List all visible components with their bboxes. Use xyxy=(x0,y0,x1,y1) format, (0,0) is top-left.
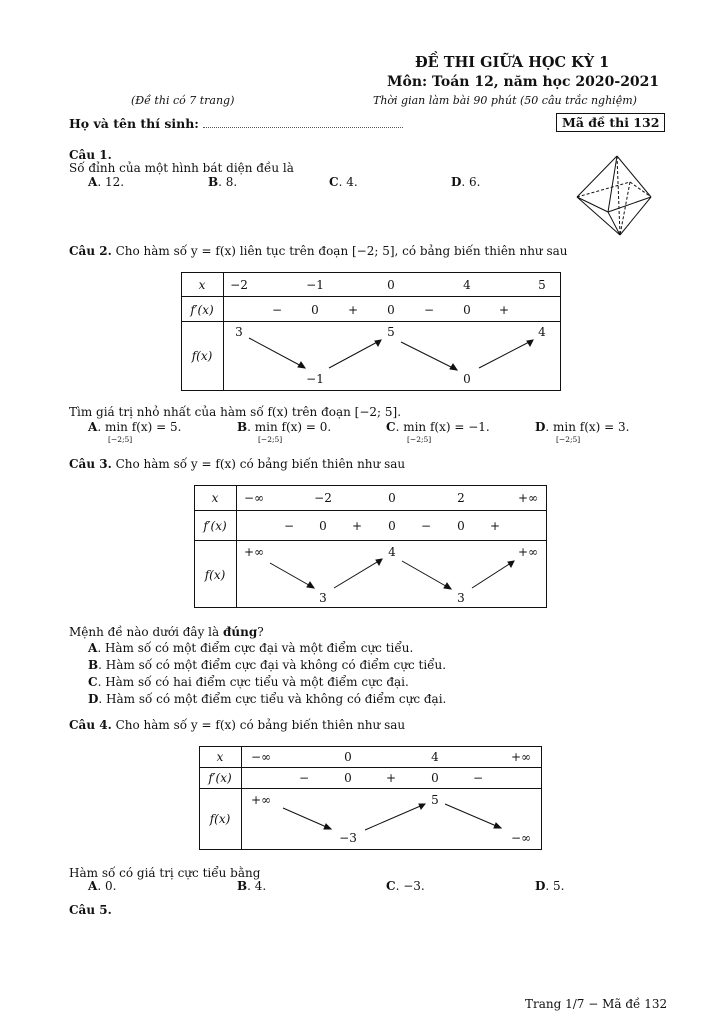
q3-option-b[interactable] xyxy=(88,658,446,672)
q3-arrow-down xyxy=(270,563,314,588)
q4-option-b-text: . 4. xyxy=(247,879,267,893)
q4-x-value: +∞ xyxy=(510,750,532,764)
q4-arrow-down xyxy=(283,808,331,829)
q1-option-d[interactable] xyxy=(451,175,480,189)
q2-option-a-text: . min f(x) = 5. xyxy=(97,420,182,434)
q3-fp-sign: + xyxy=(351,519,363,533)
q3-option-d-text: . Hàm số có một điểm cực tiểu và không có điểm cực đại. xyxy=(98,692,447,706)
q2-fp-sign: 0 xyxy=(463,303,471,317)
q2-option-a[interactable] xyxy=(88,420,182,444)
q1-text: Số đỉnh của một hình bát diện đều là xyxy=(69,161,294,175)
q3-arrow-up xyxy=(334,559,382,588)
q2-fp-sign: − xyxy=(271,303,283,317)
q3-fp-signs xyxy=(284,519,500,533)
exam-code-box: Mã đề thi 132 xyxy=(556,113,665,132)
q1-option-b-letter: B xyxy=(208,175,219,189)
q4-option-d-letter: D xyxy=(535,879,546,893)
q1-option-d-text: . 6. xyxy=(461,175,481,189)
q2-option-d-text: . min f(x) = 3. xyxy=(545,420,630,434)
q2-label: Câu 2. xyxy=(69,244,112,258)
q3-f-value: +∞ xyxy=(517,545,539,559)
q4-f-value: +∞ xyxy=(250,793,272,807)
pages-note: (Đề thi có 7 trang) xyxy=(131,94,235,107)
q2-arrow-head xyxy=(375,340,381,346)
q4-fp-label: f′(x) xyxy=(208,771,232,785)
q4-option-b[interactable] xyxy=(237,879,266,893)
q4-arrow-head xyxy=(324,824,331,829)
q3-arrow-head xyxy=(376,559,382,565)
q3-variation-table xyxy=(194,485,547,609)
q2-x-value: 0 xyxy=(387,278,395,292)
q3-option-b-text: . Hàm số có một điểm cực đại và không có điểm cực tiểu. xyxy=(98,658,447,672)
q4-fp-signs xyxy=(299,771,483,785)
q3-f-value: 4 xyxy=(388,545,396,559)
q4-option-a[interactable] xyxy=(88,879,116,893)
q2-option-a-letter: A xyxy=(88,420,98,434)
q3-stem xyxy=(69,457,405,471)
q3-arrow-head xyxy=(444,583,451,589)
q2-arrow-head xyxy=(450,364,457,370)
q4-option-d[interactable] xyxy=(535,879,564,893)
q2-arrow-up xyxy=(479,340,533,368)
q2-option-c[interactable] xyxy=(386,420,490,444)
q3-x-value: 0 xyxy=(388,491,396,505)
q2-arrow-down xyxy=(249,338,305,368)
q1-option-c-text: . 4. xyxy=(338,175,358,189)
q2-option-b-letter: B xyxy=(237,420,248,434)
q2-f-label: f(x) xyxy=(191,349,213,363)
q1-option-c-letter: C xyxy=(329,175,339,189)
q2-fp-sign: 0 xyxy=(387,303,395,317)
q1-option-a[interactable] xyxy=(88,175,124,189)
q3-x-value: +∞ xyxy=(517,491,539,505)
q2-x-value: 5 xyxy=(538,278,546,292)
q3-f-value: 3 xyxy=(457,591,465,605)
q4-label: Câu 4. xyxy=(69,718,112,732)
q2-f-value: −1 xyxy=(306,372,324,386)
q3-option-d-letter: D xyxy=(88,692,99,706)
q2-variation-table xyxy=(181,272,561,392)
q4-arrow-up xyxy=(365,804,425,830)
q2-stem xyxy=(69,244,568,258)
exam-subject: Môn: Toán 12, năm học 2020-2021 xyxy=(387,74,660,90)
q3-option-c-letter: C xyxy=(88,675,98,689)
q3-fp-label: f′(x) xyxy=(203,519,227,533)
q5-label: Câu 5. xyxy=(69,903,112,917)
q4-arrow-down xyxy=(445,804,501,828)
q2-f-value: 0 xyxy=(463,372,471,386)
q2-fp-sign: + xyxy=(498,303,510,317)
q2-fp-sign: + xyxy=(347,303,359,317)
q3-x-value: −2 xyxy=(314,491,332,505)
student-name-label xyxy=(69,116,403,131)
q2-arrow-head xyxy=(298,362,305,368)
q2-fp-signs xyxy=(272,303,509,317)
q3-fp-sign: 0 xyxy=(457,519,465,533)
q3-question-post: ? xyxy=(257,625,264,639)
q2-option-c-sub: [−2;5] xyxy=(407,435,432,444)
q3-fp-sign: + xyxy=(489,519,501,533)
q2-question: Tìm giá trị nhỏ nhất của hàm số f(x) trên đoạn [−2; 5]. xyxy=(69,405,402,419)
q3-option-c-text: . Hàm số có hai điểm cực tiểu và một điểm cực đại. xyxy=(97,675,409,689)
q2-fp-sign: 0 xyxy=(311,303,319,317)
q2-x-values xyxy=(230,278,546,292)
q4-option-b-letter: B xyxy=(237,879,248,893)
q3-option-a-letter: A xyxy=(88,641,98,655)
q3-arrow-head xyxy=(307,582,314,588)
q2-option-d-letter: D xyxy=(535,420,546,434)
q1-option-d-letter: D xyxy=(451,175,462,189)
exam-title: ĐỀ THI GIỮA HỌC KỲ 1 xyxy=(415,54,610,71)
q3-f-value: 3 xyxy=(319,591,327,605)
q4-question: Hàm số có giá trị cực tiểu bằng xyxy=(69,866,261,880)
q2-option-c-letter: C xyxy=(386,420,396,434)
q2-f-value: 3 xyxy=(235,325,243,339)
q2-x-value: −1 xyxy=(306,278,324,292)
q3-f-value: +∞ xyxy=(243,545,265,559)
q4-f-value: −∞ xyxy=(510,831,532,845)
q1-option-c[interactable] xyxy=(329,175,358,189)
q3-arrow-head xyxy=(508,561,514,567)
q2-option-a-sub: [−2;5] xyxy=(108,435,133,444)
q2-option-d-sub: [−2;5] xyxy=(556,435,581,444)
q2-option-b-sub: [−2;5] xyxy=(258,435,283,444)
q3-x-value: −∞ xyxy=(243,491,265,505)
q4-f-value: −3 xyxy=(339,831,357,845)
q4-f-value: 5 xyxy=(431,793,439,807)
q2-arrow-up xyxy=(329,340,381,368)
q3-f-label: f(x) xyxy=(204,568,226,582)
q4-fp-sign: − xyxy=(298,771,310,785)
q3-option-a[interactable] xyxy=(88,641,413,655)
q2-arrow-down xyxy=(401,342,457,370)
q4-stem xyxy=(69,718,405,732)
q3-option-c[interactable] xyxy=(88,675,409,689)
q3-option-b-letter: B xyxy=(88,658,99,672)
q4-option-a-text: . 0. xyxy=(97,879,117,893)
q4-x-label: x xyxy=(216,750,224,764)
q3-x-label: x xyxy=(211,491,219,505)
q3-arrow-down xyxy=(402,561,451,589)
student-name-field[interactable] xyxy=(203,117,403,128)
q2-f-value: 4 xyxy=(538,325,546,339)
q3-text: Cho hàm số y = f(x) có bảng biến thiên như sau xyxy=(115,457,406,471)
q2-option-b[interactable] xyxy=(237,420,332,444)
q3-fp-sign: 0 xyxy=(319,519,327,533)
student-name-label-text: Họ và tên thí sinh: xyxy=(69,116,199,131)
q4-f-label: f(x) xyxy=(209,812,231,826)
q3-question-bold: đúng xyxy=(222,625,258,639)
q4-fp-sign: + xyxy=(385,771,397,785)
q4-text: Cho hàm số y = f(x) có bảng biến thiên như sau xyxy=(115,718,406,732)
q2-f-value: 5 xyxy=(387,325,395,339)
q2-arrow-head xyxy=(527,340,533,346)
q4-option-c-text: . −3. xyxy=(395,879,425,893)
q4-option-a-letter: A xyxy=(88,879,98,893)
q3-question-pre: Mệnh đề nào dưới đây là xyxy=(69,625,223,639)
q4-option-d-text: . 5. xyxy=(545,879,565,893)
q4-x-value: 0 xyxy=(344,750,352,764)
q4-option-c-letter: C xyxy=(386,879,396,893)
q2-x-value: 4 xyxy=(463,278,471,292)
time-note: Thời gian làm bài 90 phút (50 câu trắc nghiệm) xyxy=(373,94,637,107)
q4-x-values xyxy=(251,750,531,764)
q4-arrow-head xyxy=(494,823,501,828)
q1-option-a-letter: A xyxy=(88,175,98,189)
q3-fp-sign: − xyxy=(283,519,295,533)
q1-option-a-text: . 12. xyxy=(97,175,125,189)
q3-option-d[interactable] xyxy=(88,692,446,706)
q4-fp-sign: 0 xyxy=(431,771,439,785)
q2-fp-label: f′(x) xyxy=(190,303,214,317)
q1-option-b-text: . 8. xyxy=(218,175,238,189)
q4-fp-sign: − xyxy=(472,771,484,785)
q3-fp-sign: − xyxy=(420,519,432,533)
q3-option-a-text: . Hàm số có một điểm cực đại và một điểm cực tiểu. xyxy=(97,641,414,655)
q4-variation-table xyxy=(199,746,542,851)
q4-x-value: 4 xyxy=(431,750,439,764)
q2-text: Cho hàm số y = f(x) liên tục trên đoạn [−2; 5], có bảng biến thiên như sau xyxy=(115,244,568,258)
q2-x-label: x xyxy=(198,278,206,292)
q3-x-values xyxy=(244,491,538,505)
q2-option-d[interactable] xyxy=(535,420,630,444)
q2-x-value: −2 xyxy=(230,278,248,292)
q3-question xyxy=(69,625,264,639)
q3-label: Câu 3. xyxy=(69,457,112,471)
q3-arrow-up xyxy=(472,561,514,588)
page-footer: Trang 1/7 − Mã đề 132 xyxy=(525,997,668,1011)
q2-fp-sign: − xyxy=(423,303,435,317)
q1-label: Câu 1. xyxy=(69,148,112,162)
q4-x-value: −∞ xyxy=(250,750,272,764)
q3-fp-sign: 0 xyxy=(388,519,396,533)
octahedron-figure xyxy=(574,155,654,237)
q4-option-c[interactable] xyxy=(386,879,425,893)
q3-x-value: 2 xyxy=(457,491,465,505)
q2-option-c-text: . min f(x) = −1. xyxy=(395,420,490,434)
q1-option-b[interactable] xyxy=(208,175,237,189)
q4-fp-sign: 0 xyxy=(344,771,352,785)
q2-option-b-text: . min f(x) = 0. xyxy=(247,420,332,434)
q4-arrow-head xyxy=(419,804,425,809)
